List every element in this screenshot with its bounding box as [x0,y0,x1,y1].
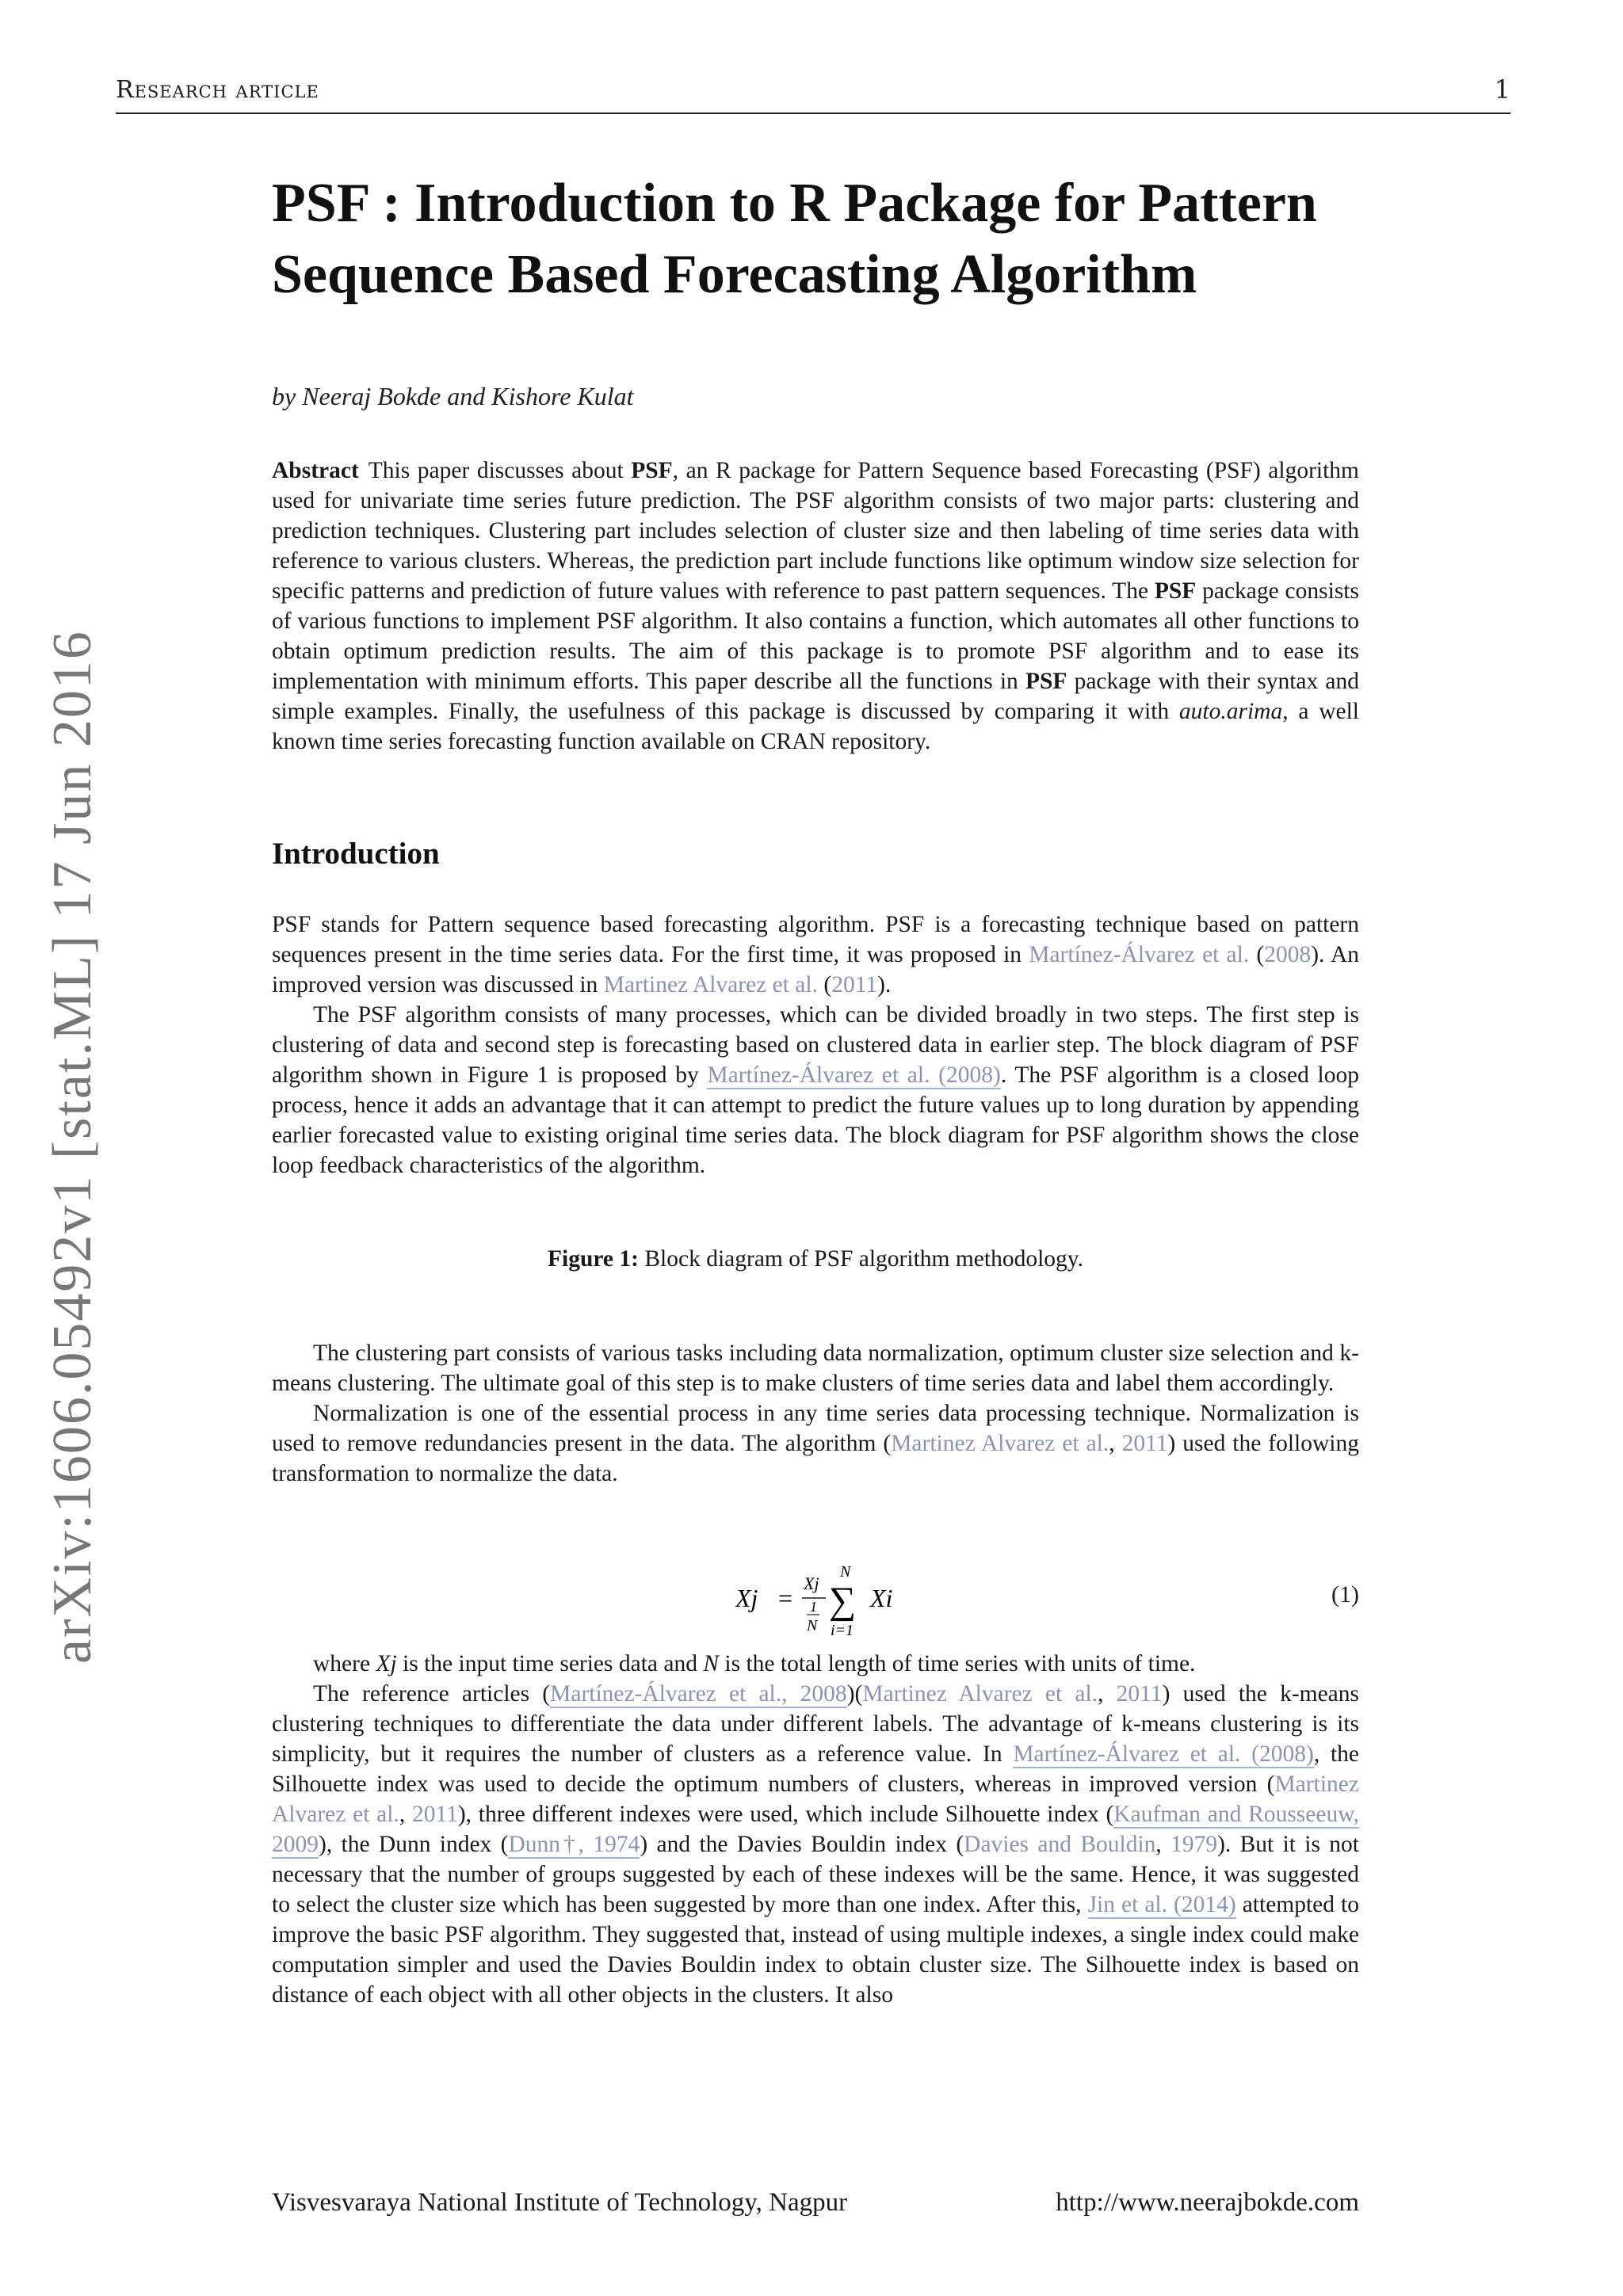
svg-text:Xj: Xj [735,1584,758,1612]
equation-1 [272,1561,1359,1640]
footer-institute: Visvesvaraya National Institute of Technology, Nagpur [272,2188,848,2217]
citation-link[interactable]: Kaufman and Rousseeuw, 2009 [272,1802,1359,1857]
svg-text:=: = [777,1584,794,1612]
abstract-text: This paper discusses about [368,458,632,483]
svg-text:N: N [807,1617,818,1634]
abstract-text: , an R package for Pattern Sequence based Forecasting (PSF) algorithm used for univariate time series future prediction. The PSF algorithm consists of two major parts: clustering and prediction techniques. Clustering part includes selection of cluster size and then labeling of time series data with reference to various clusters. Whereas, the prediction part include functions like optimum window size selection for specific patterns and prediction of future values with reference to past pattern sequences. The [272,458,1359,604]
paragraph: The clustering part consists of various tasks including data normalization, optimum cluster size selection and k-means clustering. The ultimate goal of this step is to make clusters of time series data and label them accordingly. [272,1341,1359,1396]
introduction-body [272,910,1359,1180]
figure-label: Figure 1: [548,1246,639,1272]
citation-link[interactable]: Martinez Alvarez et al. [862,1681,1098,1707]
package-name: PSF [631,458,673,483]
citation-year-link[interactable]: 2011 [1116,1681,1163,1707]
running-header [116,76,1510,114]
svg-text:N: N [840,1563,851,1581]
svg-text:∑: ∑ [829,1580,857,1622]
function-name: auto.arima [1178,699,1283,724]
equation-number: (1) [1331,1581,1359,1608]
header-section-label: Research article [116,76,319,104]
package-name: PSF [1025,669,1067,694]
paragraph: The PSF algorithm consists of many processes, which can be divided broadly in two steps. The first step is clustering of data and second step is forecasting based on clustered data in earlier step. The block diagram of PSF algorithm shown in Figure 1 is proposed by Martínez-Álvarez et al. (2008). The PSF algorithm is a closed loop process, hence it adds an advantage that it can attempt to predict the future values up to long duration by appending earlier forecasted value to existing original time series data. The block diagram for PSF algorithm shows the close loop feedback characteristics of the algorithm. [272,1002,1359,1178]
paper-title: PSF : Introduction to R Package for Pattern Sequence Based Forecasting Algorithm [272,173,1317,305]
citation-link[interactable]: Martínez-Álvarez et al., 2008 [550,1681,847,1707]
abstract-text: package with their syntax and simple examples. Finally, the usefulness of this package is discussed by comparing it with [272,669,1359,724]
citation-link[interactable]: Davies and Bouldin [964,1832,1156,1857]
citation-link[interactable]: Martínez-Álvarez et al. [1029,942,1250,967]
abstract-text: package consists of various functions to implement PSF algorithm. It also contains a function, which automates all other functions to obtain optimum prediction results. The aim of this package is to promote PSF algorithm and to ease its implementation with minimum efforts. This paper describe all the functions in [272,578,1359,694]
citation-year-link[interactable]: 2011 [411,1802,458,1827]
section-heading-introduction: Introduction [272,837,440,871]
citation-year-link[interactable]: 2011 [1121,1431,1168,1456]
authors-byline: by Neeraj Bokde and Kishore Kulat [272,382,634,410]
reference-body [272,1649,1359,2010]
clustering-body [272,1338,1359,1489]
math-variable: Xj [376,1651,397,1676]
package-name: PSF [1154,578,1197,604]
citation-year-link[interactable]: 2011 [831,972,878,997]
paragraph: where Xj is the input time series data and N is the total length of time series with units of time. [313,1651,1196,1676]
svg-text:Xi: Xi [870,1584,893,1612]
citation-link[interactable]: Martínez-Álvarez et al. (2008) [1013,1741,1314,1767]
abstract-label: Abstract [272,458,359,483]
abstract-text: , a well known time series forecasting function available on CRAN repository. [272,699,1359,754]
citation-link[interactable]: Dunn†, 1974 [508,1832,640,1857]
normalization-formula [735,1561,973,1640]
paragraph: PSF stands for Pattern sequence based forecasting algorithm. PSF is a forecasting technique based on pattern sequences present in the time series data. For the first time, it was proposed in Martínez-Álvarez et al. (2008). An improved version was discussed in Martinez Alvarez et al. (2011). [272,912,1360,997]
math-variable: N [703,1651,720,1676]
citation-link[interactable]: Martinez Alvarez et al. [603,972,818,997]
page-number: 1 [1494,74,1510,105]
svg-text:Xj: Xj [804,1573,819,1593]
citation-link[interactable]: Martinez Alvarez et al. [891,1431,1109,1456]
abstract [272,456,1359,757]
citation-link[interactable]: Jin et al. (2014) [1087,1892,1236,1917]
citation-link[interactable]: Martinez Alvarez et al. [272,1772,1359,1827]
svg-text:i=1: i=1 [831,1622,854,1639]
paragraph: Normalization is one of the essential process in any time series data processing technique. Normalization is used to remove redundancies present in the data. The algorithm (Martinez Alvarez et al., 2011) used the following transformation to normalize the data. [272,1401,1360,1486]
citation-link[interactable]: Martínez-Álvarez et al. (2008) [707,1062,1001,1088]
arxiv-stamp: arXiv:1606.05492v1 [stat.ML] 17 Jun 2016 [42,630,103,1664]
footer-url[interactable]: http://www.neerajbokde.com [1056,2188,1359,2217]
paragraph: The reference articles (Martínez-Álvarez et al., 2008)(Martinez Alvarez et al., 2011) used the k-means clustering techniques to differentiate the data under different labels. The advantage of k-means clustering is its simplicity, but it requires the number of clusters as a reference value. In Martínez-Álvarez et al. (2008), the Silhouette index was used to decide the optimum numbers of clusters, whereas in improved version (Martinez Alvarez et al., 2011), three different indexes were used, which include Silhouette index (Kaufman and Rousseeuw, 2009), the Dunn index (Dunn†, 1974) and the Davies Bouldin index (Davies and Bouldin, 1979). But it is not necessary that the number of groups suggested by each of these indexes will be the same. Hence, it was suggested to select the cluster size which has been suggested by more than one index. After this, Jin et al. (2014) attempted to improve the basic PSF algorithm. They suggested that, instead of using multiple indexes, a single index could make computation simpler and used the Davies Bouldin index to obtain cluster size. The Silhouette index is based on distance of each object with all other objects in the clusters. It also [272,1681,1360,2008]
svg-text:1: 1 [810,1599,817,1615]
figure-caption: Figure 1: Block diagram of PSF algorithm methodology. [548,1246,1083,1272]
citation-year-link[interactable]: 1979 [1170,1832,1218,1857]
citation-year-link[interactable]: 2008 [1264,942,1312,967]
